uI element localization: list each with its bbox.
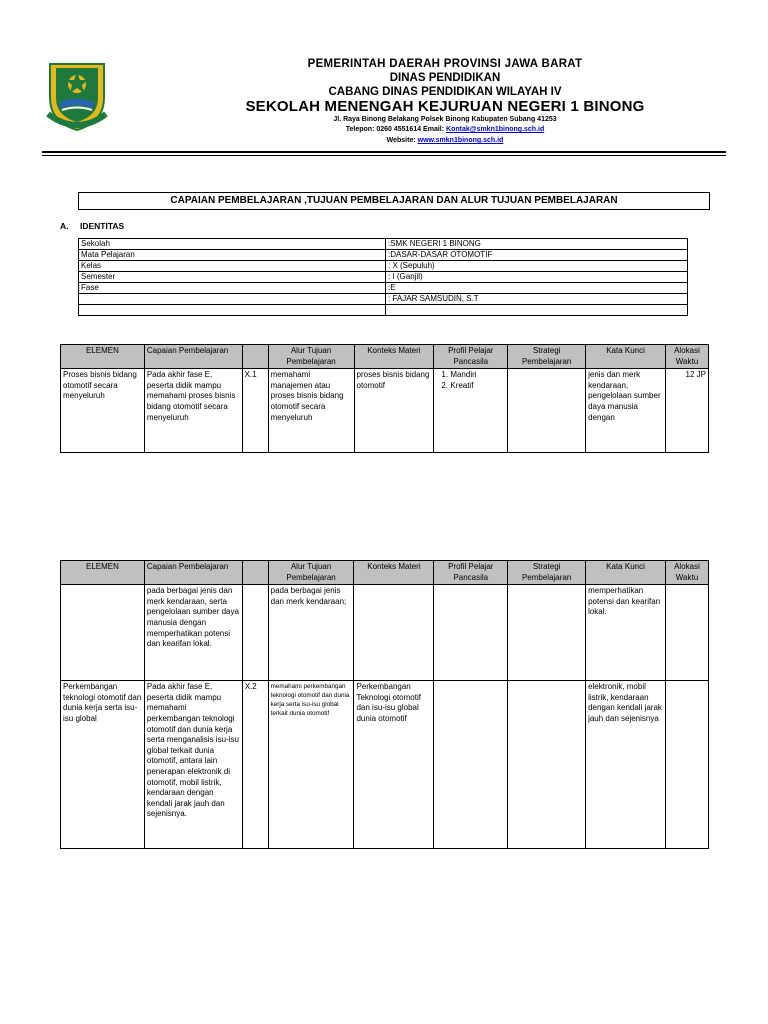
phone-text: Telepon: 0260 4551614 Email: — [345, 126, 445, 133]
col-alokasi: Alokasi Waktu — [665, 345, 708, 369]
identity-value: : X (Sepuluh) — [386, 261, 688, 272]
cell-alokasi — [665, 585, 708, 681]
col-capaian: Capaian Pembelajaran — [144, 345, 242, 369]
cell-konteks — [354, 585, 434, 681]
cell-alur: memahami perkembangan teknologi otomotif dan dunia kerja serta isu-isu global terkait dunia otomotif — [268, 681, 354, 849]
table-header-row — [61, 561, 709, 585]
school-address: Jl. Raya Binong Belakang Polsek Binong Kabupaten Subang 41253 — [333, 116, 557, 123]
identity-table — [78, 238, 688, 316]
cell-profil — [434, 585, 508, 681]
col-konteks: Konteks Materi — [354, 345, 434, 369]
identity-value: :E — [386, 283, 688, 294]
col-elemen: ELEMEN — [61, 345, 145, 369]
identity-key: Mata Pelajaran — [79, 250, 386, 261]
col-kata-kunci: Kata Kunci — [586, 561, 666, 585]
header-divider-thick — [42, 151, 726, 153]
provincial-crest-logo — [44, 58, 110, 132]
cell-profil — [434, 681, 508, 849]
col-kata-kunci: Kata Kunci — [586, 345, 666, 369]
section-heading — [60, 221, 124, 231]
website-line — [150, 137, 740, 145]
table-row — [79, 272, 688, 283]
col-capaian: Capaian Pembelajaran — [144, 561, 242, 585]
table-row — [61, 585, 709, 681]
identity-key: Kelas — [79, 261, 386, 272]
cell-capaian: pada berbagai jenis dan merk kendaraan, serta pengelolaan sumber daya manusia dengan memperhatikan potensi dan kearifan lokal. — [144, 585, 242, 681]
cell-profil — [434, 369, 508, 453]
profil-item: 1. Mandiri — [450, 370, 505, 381]
identity-key: Sekolah — [79, 239, 386, 250]
cell-alokasi: 12 JP — [665, 369, 708, 453]
table-header-row — [61, 345, 709, 369]
identity-key: Semester — [79, 272, 386, 283]
website-label: Website: — [386, 137, 416, 144]
table-row — [79, 261, 688, 272]
col-code — [242, 345, 268, 369]
cell-elemen: Proses bisnis bidang otomotif secara menyeluruh — [61, 369, 145, 453]
cell-strategi — [508, 585, 586, 681]
table-row — [61, 369, 709, 453]
cell-alur: pada berbagai jenis dan merk kendaraan; — [268, 585, 354, 681]
identity-key: Fase — [79, 283, 386, 294]
col-konteks: Konteks Materi — [354, 561, 434, 585]
table-row — [61, 681, 709, 849]
email-link[interactable]: Kontak@smkn1binong.sch.id — [446, 126, 545, 133]
identity-value — [386, 305, 688, 316]
identity-key — [79, 305, 386, 316]
learning-table-2 — [60, 560, 709, 849]
table-row — [79, 305, 688, 316]
identity-value: : I (Ganjil) — [386, 272, 688, 283]
col-profil: Profil Pelajar Pancasila — [434, 345, 508, 369]
col-strategi: Strategi Pembelajaran — [508, 561, 586, 585]
identity-value: :SMK NEGERI 1 BINONG — [386, 239, 688, 250]
learning-table-1 — [60, 344, 709, 453]
cell-alur: memahami manajemen atau proses bisnis bidang otomotif secara menyeluruh — [268, 369, 354, 453]
cell-code — [242, 585, 268, 681]
identity-value: : FAJAR SAMSUDIN, S.T — [386, 294, 688, 305]
col-alokasi: Alokasi Waktu — [665, 561, 708, 585]
cell-strategi — [508, 681, 586, 849]
cell-code: X.1 — [242, 369, 268, 453]
cell-elemen: Perkembangan teknologi otomotif dan dunia kerja serta isu-isu global — [61, 681, 145, 849]
table-row — [79, 250, 688, 261]
section-number: A. — [60, 221, 69, 231]
cell-capaian: Pada akhir fase E, peserta didik mampu memahami proses bisnis bidang otomotif secara menyeluruh — [144, 369, 242, 453]
col-alur: Alur Tujuan Pembelajaran — [268, 345, 354, 369]
table-row — [79, 239, 688, 250]
col-alur: Alur Tujuan Pembelajaran — [268, 561, 354, 585]
identity-key — [79, 294, 386, 305]
table-row — [79, 283, 688, 294]
col-elemen: ELEMEN — [61, 561, 145, 585]
cell-elemen — [61, 585, 145, 681]
cell-konteks: Perkembangan Teknologi otomotif dan isu-isu global dunia otomotif — [354, 681, 434, 849]
section-label: IDENTITAS — [80, 221, 125, 231]
cell-kata-kunci: jenis dan merk kendaraan, pengelolaan sumber daya manusia dengan — [586, 369, 666, 453]
website-link[interactable]: www.smkn1binong.sch.id — [417, 137, 504, 144]
school-name: SEKOLAH MENENGAH KEJURUAN NEGERI 1 BINONG — [245, 98, 645, 115]
col-code — [242, 561, 268, 585]
cell-konteks: proses bisnis bidang otomotif — [354, 369, 434, 453]
identity-value: :DASAR-DASAR OTOMOTIF — [386, 250, 688, 261]
cell-code: X.2 — [242, 681, 268, 849]
cell-kata-kunci: memperhatikan potensi dan kearifan lokal. — [586, 585, 666, 681]
government-name: PEMERINTAH DAERAH PROVINSI JAWA BARAT — [307, 58, 583, 70]
department-name: DINAS PENDIDIKAN — [389, 72, 501, 84]
cell-kata-kunci: elektronik, mobil listrik, kendaraan dengan kendali jarak jauh dan sejenisnya — [586, 681, 666, 849]
document-title: CAPAIAN PEMBELAJARAN ,TUJUAN PEMBELAJARAN DAN ALUR TUJUAN PEMBELAJARAN — [78, 192, 710, 210]
header-divider-thin — [42, 155, 726, 156]
cell-alokasi — [665, 681, 708, 849]
col-strategi: Strategi Pembelajaran — [508, 345, 586, 369]
contact-line — [150, 126, 740, 134]
cell-strategi — [508, 369, 586, 453]
cell-capaian: Pada akhir fase E, peserta didik mampu memahami perkembangan teknologi otomotif dan dunia kerja serta menganalisis isu-isu global terkait dunia otomotif, antara lain penerapan elektronik di otomotif, mobil listrik, kendaraan dengan kendali jarak jauh dan sejenisnya. — [144, 681, 242, 849]
branch-name: CABANG DINAS PENDIDIKAN WILAYAH IV — [328, 86, 562, 98]
profil-item: 2. Kreatif — [450, 381, 505, 392]
col-profil: Profil Pelajar Pancasila — [434, 561, 508, 585]
table-row — [79, 294, 688, 305]
